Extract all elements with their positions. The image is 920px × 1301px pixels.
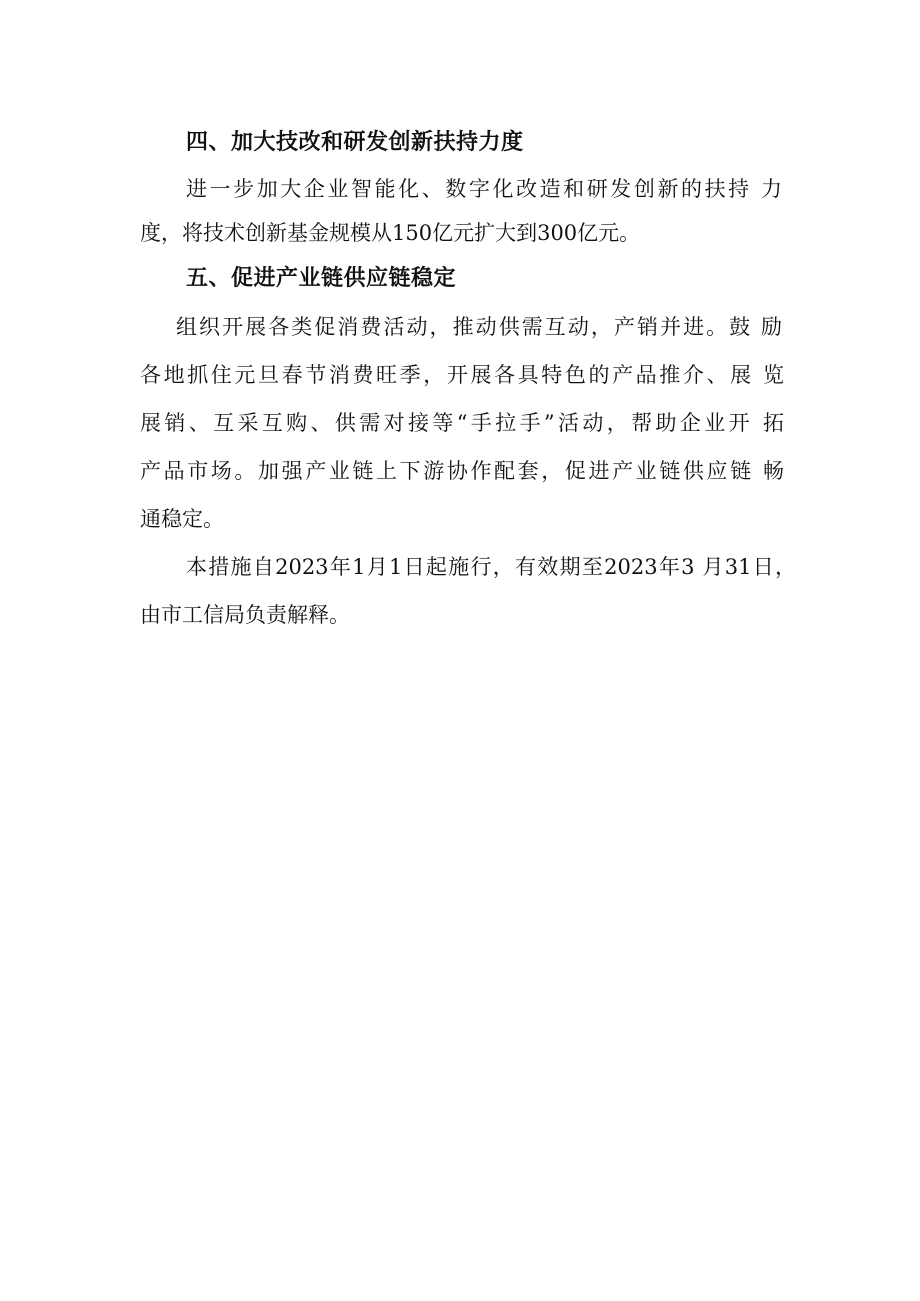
section-4-heading: 四、加大技改和研发创新扶持力度	[186, 130, 524, 155]
section-5-line-3: 展销、互采互购、供需对接等“手拉手”活动，帮助企业开 拓	[140, 411, 784, 435]
closing-line-1: 本措施自2023年1月1日起施行，有效期至2023年3 月31日，	[186, 555, 796, 579]
section-5-line-4: 产品市场。加强产业链上下游协作配套，促进产业链供应链 畅	[140, 459, 784, 483]
section-5-line-5: 通稳定。	[140, 507, 224, 531]
section-4-line-1: 进一步加大企业智能化、数字化改造和研发创新的扶持 力	[186, 177, 782, 201]
section-5-line-1: 组织开展各类促消费活动，推动供需互动，产销并进。鼓 励	[176, 315, 782, 339]
section-4-line-2: 度，将技术创新基金规模从150亿元扩大到300亿元。	[140, 221, 641, 245]
closing-line-2: 由市工信局负责解释。	[140, 603, 350, 627]
section-5-line-2: 各地抓住元旦春节消费旺季，开展各具特色的产品推介、展 览	[140, 363, 784, 387]
section-5-heading: 五、促进产业链供应链稳定	[186, 266, 457, 291]
